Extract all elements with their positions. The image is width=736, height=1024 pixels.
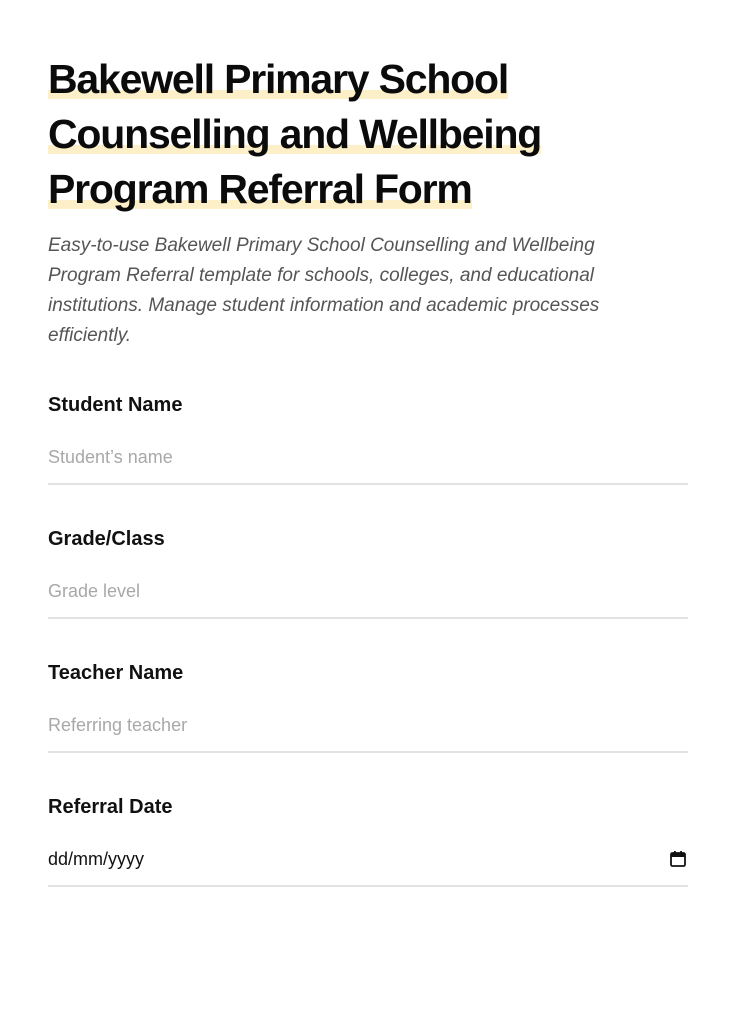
teacher-name-field xyxy=(48,659,688,753)
calendar-icon[interactable] xyxy=(668,849,688,869)
grade-class-label: Grade/Class xyxy=(48,528,165,550)
teacher-name-label: Teacher Name xyxy=(48,662,184,684)
form-title xyxy=(48,52,688,217)
form-description: Easy-to-use Bakewell Primary School Counselling and Wellbeing Program Referral template for schools, colleges, and educational institutions. Manage student information and academic processes efficiently. xyxy=(48,235,600,346)
form-title-line: Program Referral Form xyxy=(48,162,472,217)
referral-date-label: Referral Date xyxy=(48,796,173,818)
grade-class-field xyxy=(48,525,688,619)
student-name-field xyxy=(48,391,688,485)
student-name-input[interactable] xyxy=(48,445,688,485)
teacher-name-input[interactable] xyxy=(48,713,688,753)
referral-date-value: dd/mm/yyyy xyxy=(48,849,145,869)
referral-date-input[interactable] xyxy=(48,847,688,887)
grade-class-input[interactable] xyxy=(48,579,688,619)
form-title-line: Counselling and Wellbeing xyxy=(48,107,541,162)
form-title-line: Bakewell Primary School xyxy=(48,52,508,107)
student-name-label: Student Name xyxy=(48,394,183,416)
referral-date-field xyxy=(48,793,688,887)
